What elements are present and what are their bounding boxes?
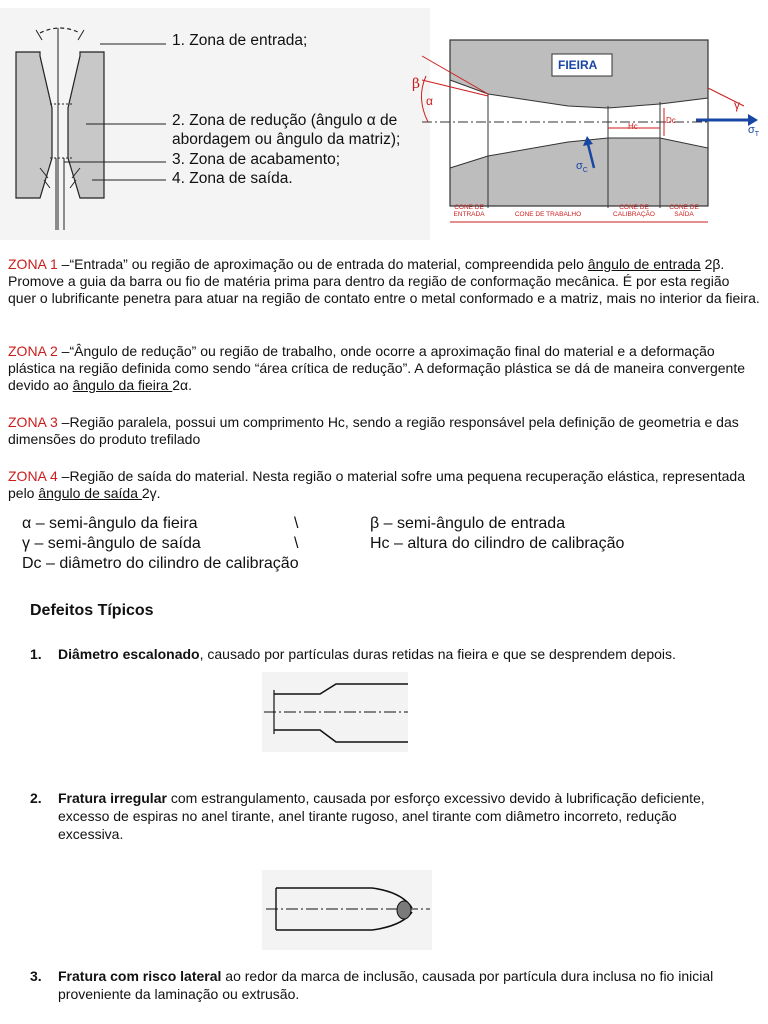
zone-label-saida: CONE DE SAÍDA (669, 204, 699, 218)
defects-title: Defeitos Típicos (30, 602, 154, 619)
gamma-symbol: γ (734, 98, 740, 112)
legend-sep-1: \ (294, 515, 299, 532)
zone-2-label-cont: abordagem ou ângulo da matriz); (172, 131, 401, 148)
zone-1-label: 1. Zona de entrada; (172, 32, 308, 49)
zone-label-trabalho: CONE DE TRABALHO (514, 211, 582, 218)
zone-4-paragraph: ZONA 4 –Região de saída do material. Nesta região o material sofre uma pequena recuperação elástica, representada pelo ângulo de saída 2γ. (8, 468, 745, 501)
legend-alpha: α – semi-ângulo da fieira (22, 515, 198, 532)
zone-2-paragraph: ZONA 2 –“Ângulo de redução” ou região de trabalho, onde ocorre a aproximação final do material e a deformação plástica na região definida como sendo “área crítica de redução”. A deformação plástica se dá de maneira convergente devido ao ângulo da fieira 2α. (8, 343, 745, 393)
fieira-title: FIEIRA (558, 58, 598, 72)
alpha-symbol: α (426, 94, 433, 108)
drawing-zones-figure (0, 8, 430, 240)
zone-label-calibracao: CONE DE CALIBRAÇÃO (613, 204, 655, 218)
defect-item-3: 3. Fratura com risco lateral ao redor da marca de inclusão, causada por partícula dura inclusa no fio inicial proveniente da laminação ou extrusão. (30, 968, 714, 1002)
dc-symbol: Dc (666, 116, 676, 125)
sigma-c-symbol: $\sigma_C$ (576, 160, 588, 175)
defect-item-2: 2. Fratura irregular com estrangulamento, causada por esforço excessivo devido à lubrificação deficiente, excesso de espiras no anel tirante, anel tirante rugoso, anel tirante com diâmetro incorreto, redução excessiva. (30, 790, 705, 842)
legend-sep-2: \ (294, 535, 299, 552)
legend-hc: Hc – altura do cilindro de calibração (370, 535, 625, 552)
defect-item-1: 1. Diâmetro escalonado, causado por partículas duras retidas na fieira e que se desprendem depois. (30, 646, 676, 662)
zone-label-entrada: CONE DE ENTRADA (453, 204, 485, 218)
stepped-diameter-figure (262, 672, 408, 752)
die-cross-section-diagram (408, 36, 768, 226)
zone-4-label: 4. Zona de saída. (172, 170, 293, 187)
sigma-t-symbol: $\sigma_T$ (748, 124, 760, 139)
irregular-fracture-figure (262, 870, 432, 950)
zone-3-paragraph: ZONA 3 –Região paralela, possui um comprimento Hc, sendo a região responsável pela definição de geometria e das dimensões do produto trefilado (8, 414, 739, 447)
zone-3-label: 3. Zona de acabamento; (172, 151, 341, 168)
legend-gamma: γ – semi-ângulo de saída (22, 535, 201, 552)
stepped-diameter-drawing (262, 672, 408, 752)
zone-1-paragraph: ZONA 1 –“Entrada” ou região de aproximação ou de entrada do material, compreendida pelo ângulo de entrada 2β. Promove a guia da barra ou fio de matéria prima para dentro da região de conformação mecânica. É por esta região quer o lubrificante penetra para atuar na região de contato entre o metal conformado e a matriz, mais no interior da fieira. (8, 256, 760, 306)
legend-beta: β – semi-ângulo de entrada (370, 515, 566, 532)
zone-2-label: 2. Zona de redução (ângulo α de (172, 112, 398, 129)
beta-symbol: β (412, 76, 421, 92)
hc-symbol: Hc (628, 122, 638, 131)
legend-dc: Dc – diâmetro do cilindro de calibração (22, 555, 299, 572)
irregular-fracture-drawing (262, 870, 432, 950)
